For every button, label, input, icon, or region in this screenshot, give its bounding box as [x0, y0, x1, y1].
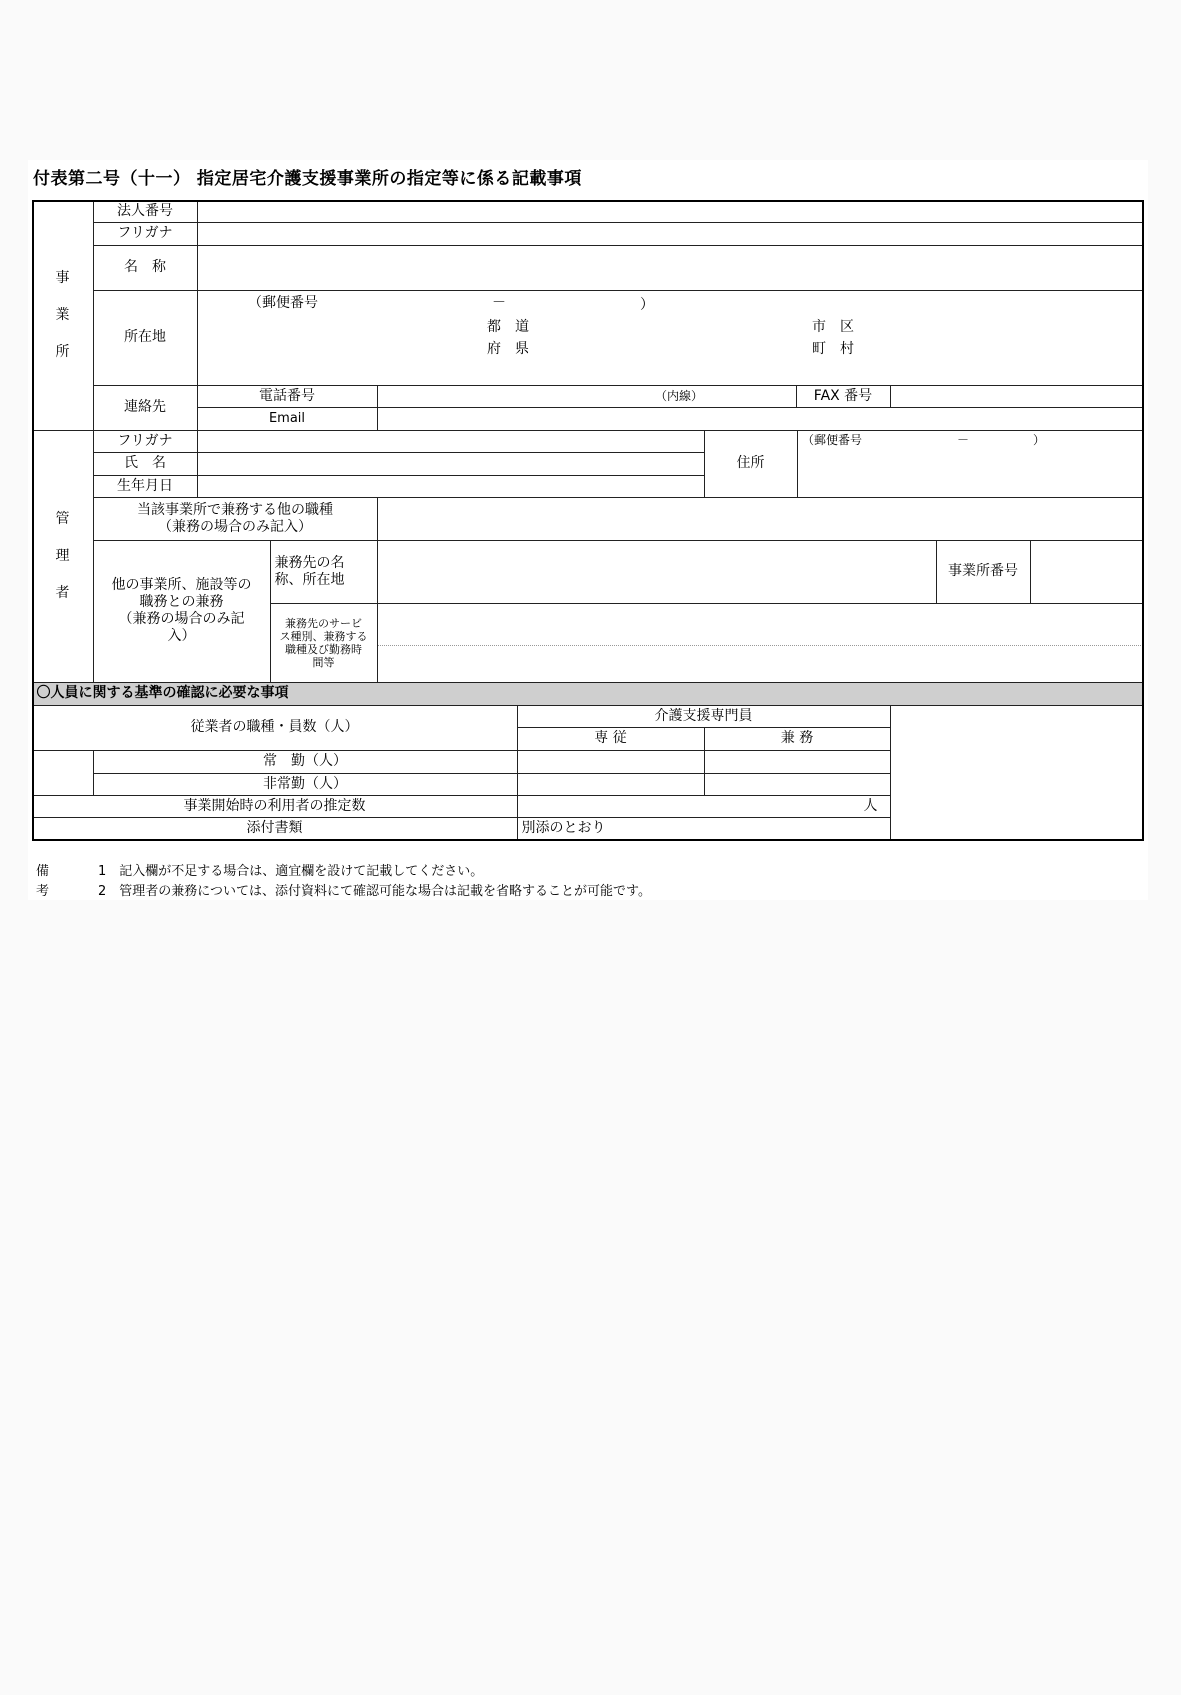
city-top: 市 区: [812, 319, 854, 335]
note-item: 1 記入欄が不足する場合は、適宜欄を設けて記載してください。: [98, 864, 484, 879]
label-char: 事: [55, 269, 70, 286]
concurrent-service-field[interactable]: [377, 603, 1144, 683]
office-number-label: 事業所番号: [936, 540, 1031, 604]
concurrent-name-label: [270, 540, 378, 604]
fax-field[interactable]: [890, 385, 1144, 408]
job-count-label: 従業者の職種・員数（人）: [32, 705, 518, 751]
concurrent-label: 兼 務: [704, 727, 891, 751]
form-title: 付表第二号（十一） 指定居宅介護支援事業所の指定等に係る記載事項: [33, 169, 582, 189]
label-char: 者: [55, 584, 70, 601]
staffing-header: 〇人員に関する基準の確認に必要な事項: [32, 682, 1144, 706]
fax-label: FAX 番号: [796, 385, 891, 408]
concurrent-duty-label: [93, 540, 271, 683]
manager-section-label: [32, 430, 94, 683]
office-name-field[interactable]: [197, 245, 1144, 291]
phone-field[interactable]: [377, 385, 797, 408]
note-item: 2 管理者の兼務については、添付資料にて確認可能な場合は記載を省略することが可能です。: [98, 884, 651, 899]
other-role-line2: （兼務の場合のみ記入）: [158, 518, 312, 535]
manager-postal-open: （郵便番号: [802, 433, 863, 447]
estimated-users-field[interactable]: [517, 795, 891, 818]
office-number-field[interactable]: [1030, 540, 1144, 604]
other-role-label: [93, 497, 378, 541]
extension-label: （内線）: [655, 389, 704, 403]
manager-postal-close: ）: [1033, 433, 1046, 447]
label-char: 管: [55, 510, 70, 527]
service-line4: 間等: [312, 655, 335, 669]
contact-label: 連絡先: [93, 385, 198, 431]
office-postal-close: ）: [640, 297, 654, 313]
birthdate-label: 生年月日: [93, 475, 198, 498]
care-manager-label: 介護支援専門員: [517, 705, 891, 728]
corporate-number-field[interactable]: [197, 200, 1144, 223]
manager-name-label: 氏 名: [93, 452, 198, 476]
service-line3: 職種及び勤務時: [285, 642, 362, 656]
concurrent-line2: 職務との兼務: [139, 594, 224, 610]
birthdate-field[interactable]: [197, 475, 705, 498]
users-unit: 人: [863, 797, 878, 814]
label-char: 所: [55, 343, 70, 360]
part-time-label: 非常勤（人）: [93, 773, 518, 796]
dedicated-label: 専 従: [517, 727, 705, 751]
office-furigana-field[interactable]: [197, 222, 1144, 246]
manager-address-label: 住所: [704, 430, 798, 498]
office-postal-dash: －: [492, 295, 506, 311]
concurrent-line4: 入）: [167, 628, 196, 644]
part-time-dedicated-field[interactable]: [517, 773, 705, 796]
label-char: 業: [55, 306, 70, 323]
concurrent-line3: （兼務の場合のみ記: [118, 611, 245, 627]
city-bottom: 町 村: [812, 341, 854, 357]
manager-furigana-label: フリガナ: [93, 430, 198, 453]
phone-label: 電話番号: [197, 385, 378, 408]
full-time-concurrent-field[interactable]: [704, 750, 891, 774]
concurrent-service-label: [270, 603, 378, 683]
service-line1: 兼務先のサービ: [285, 616, 362, 630]
full-time-dedicated-field[interactable]: [517, 750, 705, 774]
pref-top: 都 道: [487, 319, 529, 335]
office-section-label: [32, 200, 94, 431]
concurrent-name-field[interactable]: [377, 540, 937, 604]
office-address-field[interactable]: [197, 290, 1144, 386]
estimated-users-label: 事業開始時の利用者の推定数: [32, 795, 518, 818]
manager-postal-dash: －: [957, 433, 970, 447]
other-role-line1: 当該事業所で兼務する他の職種: [137, 501, 333, 518]
other-role-field[interactable]: [377, 497, 1144, 541]
indent-blank: [32, 750, 94, 796]
label-char: 理: [55, 547, 70, 564]
office-address-label: 所在地: [93, 290, 198, 386]
manager-name-field[interactable]: [197, 452, 705, 476]
attachments-label: 添付書類: [32, 817, 518, 841]
office-postal-open: （郵便番号: [248, 295, 318, 311]
pref-bottom: 府 県: [487, 341, 529, 357]
manager-furigana-field[interactable]: [197, 430, 705, 453]
concurrent-name-line2: 称、所在地: [274, 571, 345, 588]
full-time-label: 常 勤（人）: [93, 750, 518, 774]
attachments-field[interactable]: 別添のとおり: [517, 817, 891, 841]
office-name-label: 名 称: [93, 245, 198, 291]
notes-label: 備考: [36, 864, 50, 899]
concurrent-name-line1: 兼務先の名: [274, 554, 345, 571]
blank-area: [890, 705, 1144, 841]
email-label: Email: [197, 407, 378, 431]
email-field[interactable]: [377, 407, 1144, 431]
service-line2: ス種別、兼務する: [279, 629, 368, 643]
concurrent-line1: 他の事業所、施設等の: [111, 577, 252, 593]
dotted-divider: [378, 645, 1143, 646]
office-furigana-label: フリガナ: [93, 222, 198, 246]
corporate-number-label: 法人番号: [93, 200, 198, 223]
part-time-concurrent-field[interactable]: [704, 773, 891, 796]
